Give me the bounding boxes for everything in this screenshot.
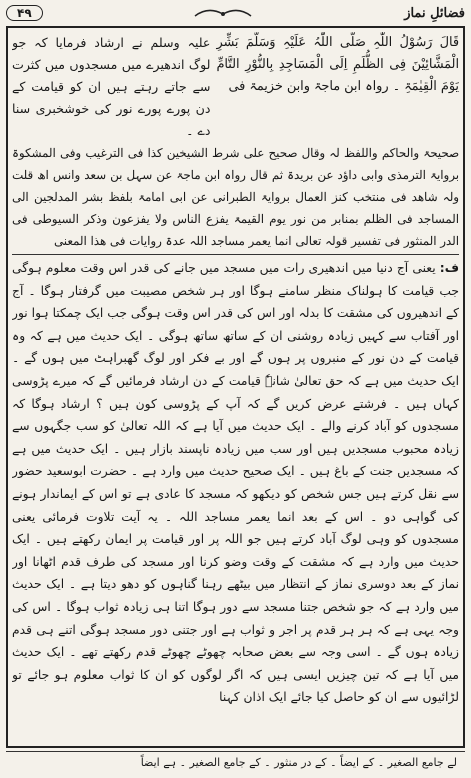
page-content — [12, 32, 459, 742]
hadith-urdu-translation: علیہ وسلم نے ارشاد فرمایا کہ جو لوگ اندھیرے میں مسجدوں میں کثرت سے جاتے رہتے ہیں ان کو قیامت کے دن پورے پورے نور کی خوشخبری سنا دے ۔ — [12, 35, 211, 138]
hadith-source-reference: صحیحۃ والحاکم واللفظ لہ وقال صحیح علی شرط الشیخین کذا فی الترغیب وفی المشکوۃ بروایۃ الترمذی وابی داؤد عن بریدۃ ثم قال رواہ ابن ماجۃ عن سہل بن سعد وانس اھ قلت ولہ شاھد فی منتخب کنز العمال بروایۃ الطبرانی عن ابی امامۃ بلفظ بشر المدلجین الی المساجد فی الظلم بمنابر من نور یوم القیمۃ یفزع الناس ولا یفزعون وذکر السیوطی فی الدر المنثور فی تفسیر قولہ تعالی انما یعمر مساجد اللہ عدۃ روایات فی ھذا المعنی — [12, 146, 459, 248]
header-ornament-icon — [193, 6, 253, 20]
footnotes: لے جامع الصغیر ۔ کے ایضاً ۔ کے در منثور ۔ کے جامع الصغیر ۔ ہے ایضاً — [6, 751, 465, 774]
commentary-lead: ف: — [439, 261, 459, 275]
hadith-arabic: قَالَ رَسُوْلُ اللّٰہِ صَلَّی اللّٰہُ عَلَیْہِ وَسَلَّمَ بَشِّرِ الْمَشَّائِیْنَ فِی الظُّلَمِ اِلَی الْمَسَاجِدِ بِالنُّوْرِ التَّامِّ یَوْمَ الْقِیٰمَۃِ ۔ رواہ ابن ماجۃ وابن خزیمۃ فی — [216, 35, 459, 94]
commentary-paragraph — [12, 257, 459, 709]
divider — [12, 254, 459, 255]
page-number: ۴۹ — [6, 5, 43, 21]
hadith-block — [12, 32, 459, 142]
book-title: فضائلِ نماز — [404, 5, 465, 21]
commentary-text: یعنی آج دنیا میں اندھیری رات میں مسجد میں جانے کی قدر اس وقت معلوم ہوگی جب قیامت کا ہولناک منظر سامنے ہوگا اور ہر شخص مصیبت میں گرفتار ہوگا ۔ آج کے اندھیروں کی مشقت کا بدلہ اور اس کی قدر اس وقت ہوگی جب ایک چمکتا ہوا نور اور آفتاب سے کہیں زیادہ روشنی ان کے ساتھ ساتھ ہوگی ۔ ایک حدیث میں ہے کہ وہ قیامت کے دن نور کے منبروں پر ہوں گے اور بے فکر اور لوگ گھبراہٹ میں ہوں گے ۔ ایک حدیث میں ہے کہ حق تعالیٰ شانہٗ قیامت کے دن ارشاد فرمائیں گے کہ میرے پڑوسی کہاں ہیں ۔ فرشتے عرض کریں گے کہ آپ کے پڑوسی کون ہیں ؟ ارشاد ہوگا کہ مسجدوں کو آباد کرنے والے ۔ ایک حدیث میں آیا ہے کہ اللہ تعالیٰ کو سب جگہوں سے زیادہ محبوب مسجدیں ہیں اور سب میں زیادہ ناپسند بازار ہیں ۔ ایک حدیث میں ہے کہ مسجدیں جنت کے باغ ہیں ۔ ایک صحیح حدیث میں وارد ہے ۔ حضرت ابوسعید حضور سے نقل کرتے ہیں جس شخص کو دیکھو کہ مسجد کا عادی ہے تو اس کے ایماندار ہونے کی گواہی دو ۔ اس کے بعد انما یعمر مساجد اللہ ۔ یہ آیت تلاوت فرمائی یعنی مسجدوں کو وہی لوگ آباد کرتے ہیں جو اللہ پر اور قیامت پر ایمان رکھتے ہیں ۔ ایک حدیث میں وارد ہے کہ مشقت کے وقت وضو کرنا اور مسجد کی طرف قدم اٹھانا اور نماز کے بعد دوسری نماز کے انتظار میں بیٹھے رہنا گناہوں کو دھو دیتا ہے ۔ ایک حدیث میں وارد ہے کہ جو شخص جتنا مسجد سے دور ہوگا اتنا ہی زیادہ ثواب ہوگا ۔ اس کی وجہ یہی ہے کہ ہر ہر قدم پر اجر و ثواب ہے اور جتنی دور مسجد ہوگی اتنے ہی قدم زیادہ ہوں گے ۔ اسی وجہ سے بعض صحابہ چھوٹے چھوٹے قدم رکھتے تھے ۔ ایک حدیث میں آیا ہے کہ تین چیزیں ایسی ہیں کہ اگر لوگوں کو ان کا ثواب معلوم ہو جائے تو لڑائیوں سے ان کو حاصل کیا جائے ایک اذان کہنا — [12, 261, 459, 705]
page-header — [6, 2, 465, 24]
